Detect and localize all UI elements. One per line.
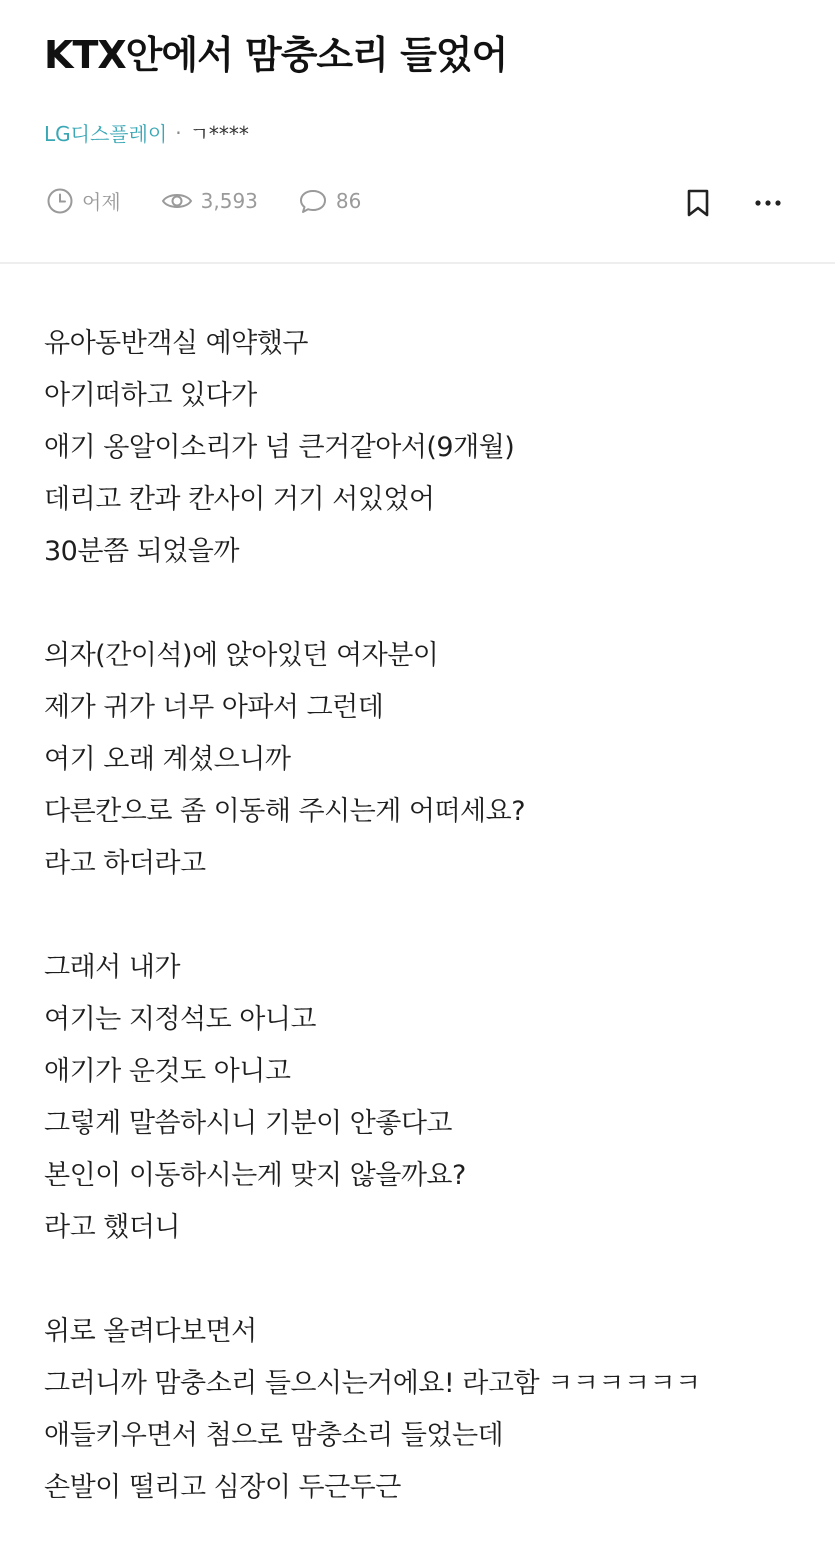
paragraph [44,1306,804,1514]
body-line: 그래서 내가 [44,952,180,983]
body-line: 아기떠하고 있다가 [44,380,257,411]
body-line: 다른칸으로 좀 이동해 주시는게 어떠세요? [44,796,526,827]
post-actions [681,186,785,220]
paragraph [44,942,804,1254]
post-body [44,318,804,1566]
author-line [44,118,249,147]
eye-icon [161,187,193,215]
body-line: 위로 올려다보면서 [44,1316,257,1347]
body-line: 의자(간이석)에 앉아있던 여자분이 [44,640,439,671]
body-line: 손발이 떨리고 심장이 두근두근 [44,1472,401,1503]
comment-icon [298,187,328,215]
bookmark-icon [685,188,711,218]
post-header [0,0,835,264]
more-icon [754,199,782,207]
body-line: 여기는 지정석도 아니고 [44,1004,316,1035]
author-name: ㄱ**** [189,122,249,146]
meta-separator: · [175,120,182,145]
bookmark-button[interactable] [681,186,715,220]
more-options-button[interactable] [751,186,785,220]
post-stats [46,186,401,215]
comments-stat[interactable] [298,187,361,215]
body-line: 제가 귀가 너무 아파서 그런데 [44,692,384,723]
paragraph [44,630,804,890]
body-line: 30분쯤 되었을까 [44,536,239,567]
paragraph [44,318,804,578]
comment-count: 86 [335,188,362,213]
body-line: 그러니까 맘충소리 들으시는거에요! 라고함 ㅋㅋㅋㅋㅋㅋ [44,1368,701,1399]
views-stat [161,187,258,215]
company-link[interactable]: LG디스플레이 [44,122,168,146]
body-line: 애기 옹알이소리가 넘 큰거같아서(9개월) [44,432,515,463]
post-time: 어제 [82,190,121,214]
body-line: 라고 했더니 [44,1212,180,1243]
body-line: 그렇게 말씀하시니 기분이 안좋다고 [44,1108,452,1139]
clock-icon [46,187,74,215]
time-stat [46,186,121,215]
body-line: 애들키우면서 첨으로 맘충소리 들었는데 [44,1420,504,1451]
body-line: 애기가 운것도 아니고 [44,1056,291,1087]
body-line: 유아동반객실 예약했구 [44,328,308,359]
body-line: 본인이 이동하시는게 맞지 않을까요? [44,1160,466,1191]
body-line: 데리고 칸과 칸사이 거기 서있었어 [44,484,435,515]
body-line: 여기 오래 계셨으니까 [44,744,291,775]
body-line: 라고 하더라고 [44,848,206,879]
view-count: 3,593 [200,188,258,213]
post-title: KTX안에서 맘충소리 들었어 [44,33,508,77]
